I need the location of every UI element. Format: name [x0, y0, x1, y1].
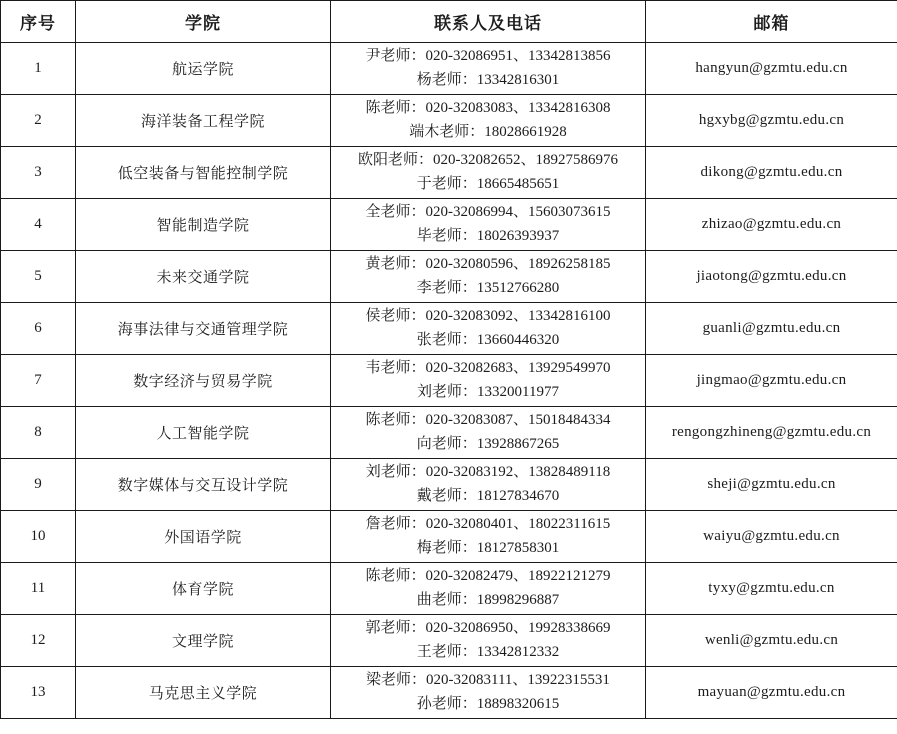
email-cell: zhizao@gzmtu.edu.cn: [646, 199, 897, 251]
contact-line-2: 张老师：13660446320: [416, 331, 560, 348]
college-cell: 马克思主义学院: [76, 667, 331, 719]
row-number-cell: 7: [1, 355, 76, 407]
contact-line-2: 戴老师：18127834670: [416, 487, 560, 504]
header-cell-no: 序号: [1, 1, 76, 43]
row-number-cell: 3: [1, 147, 76, 199]
contact-line-1: 詹老师：020-32080401、18022311615: [365, 516, 611, 533]
email-cell: waiyu@gzmtu.edu.cn: [646, 511, 897, 563]
contact-line-1: 刘老师：020-32083192、13828489118: [365, 464, 611, 481]
contact-line-2: 毕老师：18026393937: [416, 227, 560, 244]
contact-cell: [331, 511, 646, 563]
email-cell: dikong@gzmtu.edu.cn: [646, 147, 897, 199]
college-cell: 文理学院: [76, 615, 331, 667]
college-cell: 低空装备与智能控制学院: [76, 147, 331, 199]
contact-line-2: 刘老师：13320011977: [417, 383, 559, 400]
contact-cell: [331, 407, 646, 459]
contact-line-2: 王老师：13342812332: [416, 643, 560, 660]
email-cell: guanli@gzmtu.edu.cn: [646, 303, 897, 355]
college-cell: 外国语学院: [76, 511, 331, 563]
contact-line-2: 端木老师：18028661928: [409, 123, 567, 140]
email-cell: tyxy@gzmtu.edu.cn: [646, 563, 897, 615]
contact-line-1: 陈老师：020-32083087、15018484334: [365, 412, 611, 429]
email-cell: jiaotong@gzmtu.edu.cn: [646, 251, 897, 303]
contact-line-1: 欧阳老师：020-32082652、18927586976: [358, 152, 618, 169]
contact-line-1: 尹老师：020-32086951、13342813856: [365, 48, 611, 65]
email-cell: hangyun@gzmtu.edu.cn: [646, 43, 897, 95]
table-row: [1, 147, 897, 199]
contact-cell: [331, 199, 646, 251]
header-row: [1, 1, 897, 43]
email-cell: wenli@gzmtu.edu.cn: [646, 615, 897, 667]
table-row: [1, 251, 897, 303]
contact-line-1: 陈老师：020-32082479、18922121279: [365, 568, 611, 585]
row-number-cell: 12: [1, 615, 76, 667]
contact-cell: [331, 303, 646, 355]
table-row: [1, 459, 897, 511]
college-cell: 数字经济与贸易学院: [76, 355, 331, 407]
college-cell: 海洋装备工程学院: [76, 95, 331, 147]
contact-line-2: 李老师：13512766280: [416, 279, 560, 296]
contact-line-2: 梅老师：18127858301: [416, 539, 560, 556]
contact-cell: [331, 43, 646, 95]
row-number-cell: 5: [1, 251, 76, 303]
contact-line-1: 郭老师：020-32086950、19928338669: [365, 620, 611, 637]
college-cell: 数字媒体与交互设计学院: [76, 459, 331, 511]
contact-line-2: 孙老师：18898320615: [416, 695, 560, 712]
contact-cell: [331, 459, 646, 511]
contact-line-2: 杨老师：13342816301: [416, 71, 560, 88]
college-cell: 海事法律与交通管理学院: [76, 303, 331, 355]
contact-cell: [331, 615, 646, 667]
college-cell: 智能制造学院: [76, 199, 331, 251]
contact-line-1: 陈老师：020-32083083、13342816308: [365, 100, 611, 117]
table-row: [1, 95, 897, 147]
row-number-cell: 6: [1, 303, 76, 355]
table-row: [1, 199, 897, 251]
email-cell: mayuan@gzmtu.edu.cn: [646, 667, 897, 719]
table-row: [1, 407, 897, 459]
contact-line-2: 向老师：13928867265: [416, 435, 560, 452]
contact-cell: [331, 355, 646, 407]
contact-line-1: 全老师：020-32086994、15603073615: [365, 204, 611, 221]
email-cell: sheji@gzmtu.edu.cn: [646, 459, 897, 511]
college-cell: 人工智能学院: [76, 407, 331, 459]
row-number-cell: 10: [1, 511, 76, 563]
contact-line-1: 侯老师：020-32083092、13342816100: [365, 308, 611, 325]
row-number-cell: 8: [1, 407, 76, 459]
header-cell-contact: 联系人及电话: [331, 1, 646, 43]
email-cell: hgxybg@gzmtu.edu.cn: [646, 95, 897, 147]
table-body: [1, 43, 897, 719]
table-row: [1, 303, 897, 355]
contact-line-1: 韦老师：020-32082683、13929549970: [365, 360, 611, 377]
table-row: [1, 667, 897, 719]
row-number-cell: 1: [1, 43, 76, 95]
row-number-cell: 13: [1, 667, 76, 719]
contact-cell: [331, 667, 646, 719]
header-cell-email: 邮箱: [646, 1, 897, 43]
contact-line-2: 于老师：18665485651: [416, 175, 560, 192]
table-row: [1, 43, 897, 95]
table-row: [1, 355, 897, 407]
contact-cell: [331, 251, 646, 303]
contact-cell: [331, 95, 646, 147]
college-cell: 体育学院: [76, 563, 331, 615]
row-number-cell: 2: [1, 95, 76, 147]
row-number-cell: 4: [1, 199, 76, 251]
table-row: [1, 615, 897, 667]
contact-line-2: 曲老师：18998296887: [416, 591, 560, 608]
row-number-cell: 9: [1, 459, 76, 511]
row-number-cell: 11: [1, 563, 76, 615]
email-cell: jingmao@gzmtu.edu.cn: [646, 355, 897, 407]
contact-cell: [331, 563, 646, 615]
table-row: [1, 563, 897, 615]
college-cell: 未来交通学院: [76, 251, 331, 303]
college-cell: 航运学院: [76, 43, 331, 95]
table-row: [1, 511, 897, 563]
contact-line-1: 梁老师：020-32083111、13922315531: [366, 672, 610, 689]
contact-line-1: 黄老师：020-32080596、18926258185: [365, 256, 611, 273]
header-cell-college: 学院: [76, 1, 331, 43]
email-cell: rengongzhineng@gzmtu.edu.cn: [646, 407, 897, 459]
contact-cell: [331, 147, 646, 199]
